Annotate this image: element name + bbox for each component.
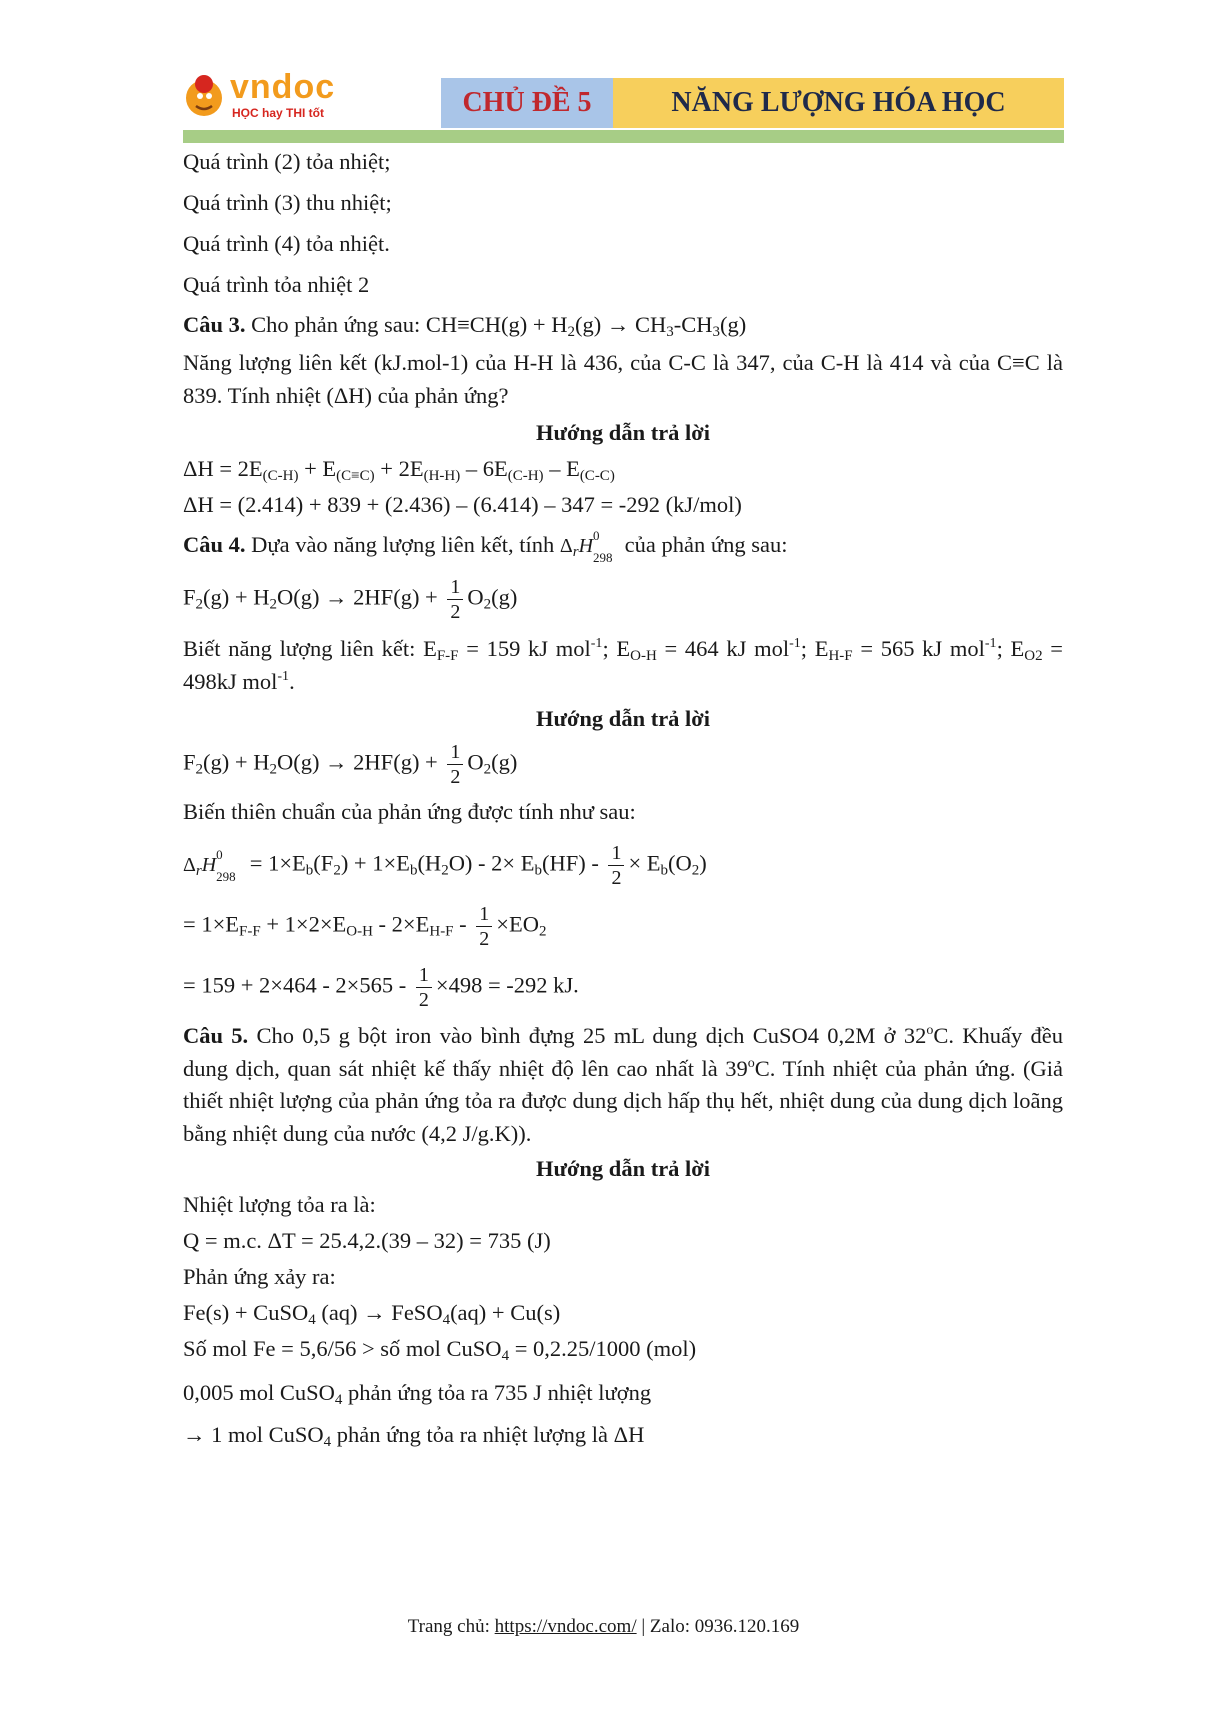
eq-part: O(g) → 2HF(g) +	[276, 749, 444, 775]
delta-h-symbol	[559, 528, 613, 565]
formula-line	[183, 904, 1063, 949]
question-4	[183, 528, 1063, 563]
text-part: ; E	[602, 636, 631, 661]
eq-part: ) + 1×E	[340, 850, 410, 876]
subscript: 2	[269, 596, 277, 613]
subscript: 2	[441, 862, 449, 879]
symbol-part: Δ	[183, 853, 196, 876]
eq-part: – 6E	[460, 456, 508, 481]
eq-part: ΔH = 2E	[183, 456, 263, 481]
eq-part: O	[467, 584, 484, 610]
eq-part: F	[183, 584, 196, 610]
eq-part: + 2E	[374, 456, 424, 481]
text-line: Quá trình (4) tỏa nhiệt.	[183, 231, 390, 256]
answer-heading: Hướng dẫn trả lời	[535, 420, 711, 445]
question-5	[183, 1020, 1063, 1150]
eq-part: = 1×E	[183, 911, 239, 937]
formula-line	[183, 965, 1063, 1010]
reaction	[183, 742, 1063, 787]
text-line: Phản ứng xảy ra:	[183, 1264, 336, 1289]
text-part: ; E	[800, 636, 829, 661]
text-line: Quá trình (3) thu nhiệt;	[183, 190, 392, 215]
symbol-part: 298	[216, 868, 236, 884]
equation: Q = m.c. ΔT = 25.4,2.(39 – 32) = 735 (J)	[183, 1228, 551, 1253]
eq-part: (g) + H	[203, 749, 270, 775]
eq-part: (H	[417, 850, 442, 876]
subscript: 2	[269, 761, 277, 778]
fraction-half	[416, 965, 432, 1010]
subscript: O-H	[630, 648, 657, 664]
question-3	[183, 308, 1063, 342]
reaction	[183, 577, 1063, 622]
eq-part: )	[699, 850, 707, 876]
text-line: Quá trình tỏa nhiệt 2	[183, 272, 370, 297]
eq-part: = 1×E	[244, 850, 306, 876]
text-line: Nhiệt lượng tỏa ra là:	[183, 1192, 376, 1217]
eq-part: Fe(s) + CuSO	[183, 1300, 309, 1325]
question-text: Cho 0,5 g bột iron vào bình đựng 25 mL dung dịch CuSO4 0,2M ở 32	[248, 1023, 927, 1048]
eq-part: + E	[298, 456, 337, 481]
symbol-part: H	[578, 535, 594, 557]
question-label: Câu 3.	[183, 312, 246, 337]
subscript: O2	[1024, 648, 1043, 664]
subscript: 2	[567, 324, 575, 340]
superscript: -1	[590, 636, 603, 651]
subscript: 2	[483, 596, 492, 613]
eq-part: F	[183, 749, 196, 775]
eq-part: – E	[543, 456, 580, 481]
subscript: 3	[712, 324, 720, 340]
eq-part: (aq) → FeSO	[315, 1300, 443, 1325]
topic-label: CHỦ ĐỀ 5	[441, 78, 613, 128]
subscript: (C≡C)	[336, 468, 375, 484]
footer-prefix: Trang chủ:	[407, 1616, 495, 1637]
text-part: Biết năng lượng liên kết: E	[183, 636, 437, 661]
subscript: 4	[442, 1312, 451, 1328]
text-line: Biến thiên chuẩn của phản ứng được tính như sau:	[183, 799, 636, 824]
subscript: O-H	[346, 923, 373, 940]
numerator: 1	[476, 904, 492, 927]
eq-part: O(g) → 2HF(g) +	[276, 584, 444, 610]
text-line	[183, 1376, 1063, 1410]
text-part: = 464 kJ mol	[656, 636, 790, 661]
symbol-part: r	[195, 862, 202, 879]
text-line	[183, 1418, 1063, 1452]
symbol-part: Δ	[559, 535, 573, 557]
fraction-half	[476, 904, 492, 949]
question-text: (g) → CH	[574, 312, 667, 337]
superscript: -1	[789, 636, 801, 651]
fraction-half	[608, 843, 624, 888]
symbol-part: 0	[593, 528, 600, 543]
text-line: Quá trình (2) tỏa nhiệt;	[183, 149, 391, 174]
bond-energies	[183, 632, 1063, 698]
text-part: = 498kJ mol	[183, 636, 1064, 694]
denominator: 2	[479, 928, 490, 950]
logo-slogan: HỌC hay THI tốt	[232, 106, 324, 120]
question-text: -CH	[673, 312, 713, 337]
reaction	[183, 1296, 1063, 1330]
text-part: = 0,2.25/1000 (mol)	[509, 1336, 697, 1361]
header-divider	[183, 130, 1064, 143]
eq-part: ×498 = -292 kJ.	[435, 972, 579, 998]
text-part: phản ứng tỏa ra 735 J nhiệt lượng	[342, 1380, 652, 1405]
subscript: b	[534, 862, 542, 879]
text-part: ; E	[996, 636, 1025, 661]
question-text: của phản ứng sau:	[619, 532, 788, 557]
eq-part: = 159 + 2×464 - 2×565 -	[183, 972, 412, 998]
eq-part: O	[467, 749, 484, 775]
subscript: 4	[334, 1392, 343, 1408]
subscript: 2	[195, 596, 204, 613]
question-3-body: Năng lượng liên kết (kJ.mol-1) của H-H là 436, của C-C là 347, của C-H là 414 và của C≡C là 839. Tính nhiệt (ΔH) của phản ứng?	[183, 350, 1063, 408]
eq-part: - 2×E	[372, 911, 430, 937]
subscript: (C-C)	[579, 468, 615, 484]
text-part: = 565 kJ mol	[852, 636, 985, 661]
answer-heading: Hướng dẫn trả lời	[535, 706, 711, 731]
question-text: C. Khuấy đều dung dịch, quan sát nhiệt kế thấy nhiệt độ lên cao nhất là 39	[183, 1023, 1063, 1081]
fraction-half	[447, 742, 463, 787]
subscript: 2	[483, 761, 492, 778]
eq-part: (O	[668, 850, 692, 876]
text-part: phản ứng tỏa ra nhiệt lượng là ΔH	[331, 1422, 645, 1447]
superscript: o	[926, 1023, 934, 1038]
numerator: 1	[447, 742, 463, 765]
subscript: (C-H)	[262, 468, 299, 484]
eq-part: (HF) -	[541, 850, 605, 876]
question-label: Câu 4.	[183, 532, 246, 557]
symbol-part: H	[201, 853, 217, 876]
footer-contact: | Zalo: 0936.120.169	[636, 1616, 800, 1637]
superscript: -1	[277, 669, 290, 684]
subscript: b	[409, 862, 418, 879]
question-text: C. Tính nhiệt của phản ứng. (Giả thiết nhiệt lượng của phản ứng tỏa ra được dung dịch hấp thụ hết, nhiệt dung của dung dịch loãng bằng nhiệt dung của nước (4,2 J/g.K)).	[183, 1055, 1064, 1146]
denominator: 2	[450, 766, 461, 788]
topic-title: NĂNG LƯỢNG HÓA HỌC	[613, 78, 1064, 128]
page-footer	[0, 1616, 1207, 1638]
eq-part: (F	[313, 850, 334, 876]
homepage-link[interactable]: https://vndoc.com/	[494, 1616, 637, 1637]
subscript: b	[305, 862, 314, 879]
subscript: 4	[308, 1312, 316, 1328]
question-text: Dựa vào năng lượng liên kết, tính	[245, 532, 560, 557]
eq-part: (g)	[491, 749, 518, 775]
subscript: 2	[691, 862, 700, 879]
subscript: 4	[501, 1348, 510, 1364]
superscript: -1	[984, 636, 997, 651]
text-part: = 159 kJ mol	[458, 636, 591, 661]
text-line	[183, 1332, 1063, 1366]
subscript: 3	[666, 324, 674, 340]
symbol-part: 298	[593, 550, 613, 565]
question-label: Câu 5.	[183, 1023, 249, 1048]
fraction-half	[447, 577, 463, 622]
eq-part: × E	[628, 850, 661, 876]
formula-line	[183, 843, 1063, 888]
subscript: 2	[195, 761, 204, 778]
text-part: .	[289, 669, 295, 694]
text-part: 0,005 mol CuSO	[183, 1380, 335, 1405]
vndoc-logo[interactable]	[180, 68, 340, 124]
equation: ΔH = (2.414) + 839 + (2.436) – (6.414) – 347 = -292 (kJ/mol)	[183, 492, 742, 517]
denominator: 2	[450, 601, 461, 623]
subscript: (H-H)	[423, 468, 461, 484]
main-content	[183, 143, 1063, 1452]
numerator: 1	[416, 965, 432, 988]
logo-text: vndoc	[230, 68, 336, 106]
eq-part: (g) + H	[203, 584, 270, 610]
subscript: F-F	[239, 923, 261, 940]
numerator: 1	[608, 843, 624, 866]
subscript: F-F	[436, 648, 459, 664]
question-text: (g)	[719, 312, 747, 337]
answer-heading: Hướng dẫn trả lời	[535, 1156, 711, 1181]
numerator: 1	[447, 577, 463, 600]
eq-part: + 1×2×E	[260, 911, 347, 937]
question-text: Cho phản ứng sau: CH≡CH(g) + H	[245, 312, 568, 337]
subscript: 4	[323, 1434, 332, 1450]
subscript: b	[660, 862, 669, 879]
symbol-part: r	[572, 544, 579, 560]
subscript: 2	[538, 923, 547, 940]
symbol-part: 0	[216, 846, 223, 862]
eq-part: ×EO	[496, 911, 539, 937]
delta-h-symbol	[183, 846, 236, 884]
eq-part: (g)	[491, 584, 518, 610]
eq-part: -	[453, 911, 473, 937]
denominator: 2	[418, 989, 429, 1011]
subscript: 2	[333, 862, 341, 879]
subscript: H-F	[828, 648, 853, 664]
subscript: (C-H)	[507, 468, 544, 484]
text-part: Số mol Fe = 5,6/56 > số mol CuSO	[183, 1336, 502, 1361]
superscript: o	[747, 1055, 755, 1071]
denominator: 2	[611, 867, 622, 889]
text-part: → 1 mol CuSO	[183, 1422, 324, 1447]
eq-part: (aq) + Cu(s)	[450, 1300, 561, 1325]
mascot-icon	[180, 72, 228, 120]
eq-part: O) - 2× E	[448, 850, 535, 876]
subscript: H-F	[429, 923, 454, 940]
equation	[183, 452, 1063, 486]
